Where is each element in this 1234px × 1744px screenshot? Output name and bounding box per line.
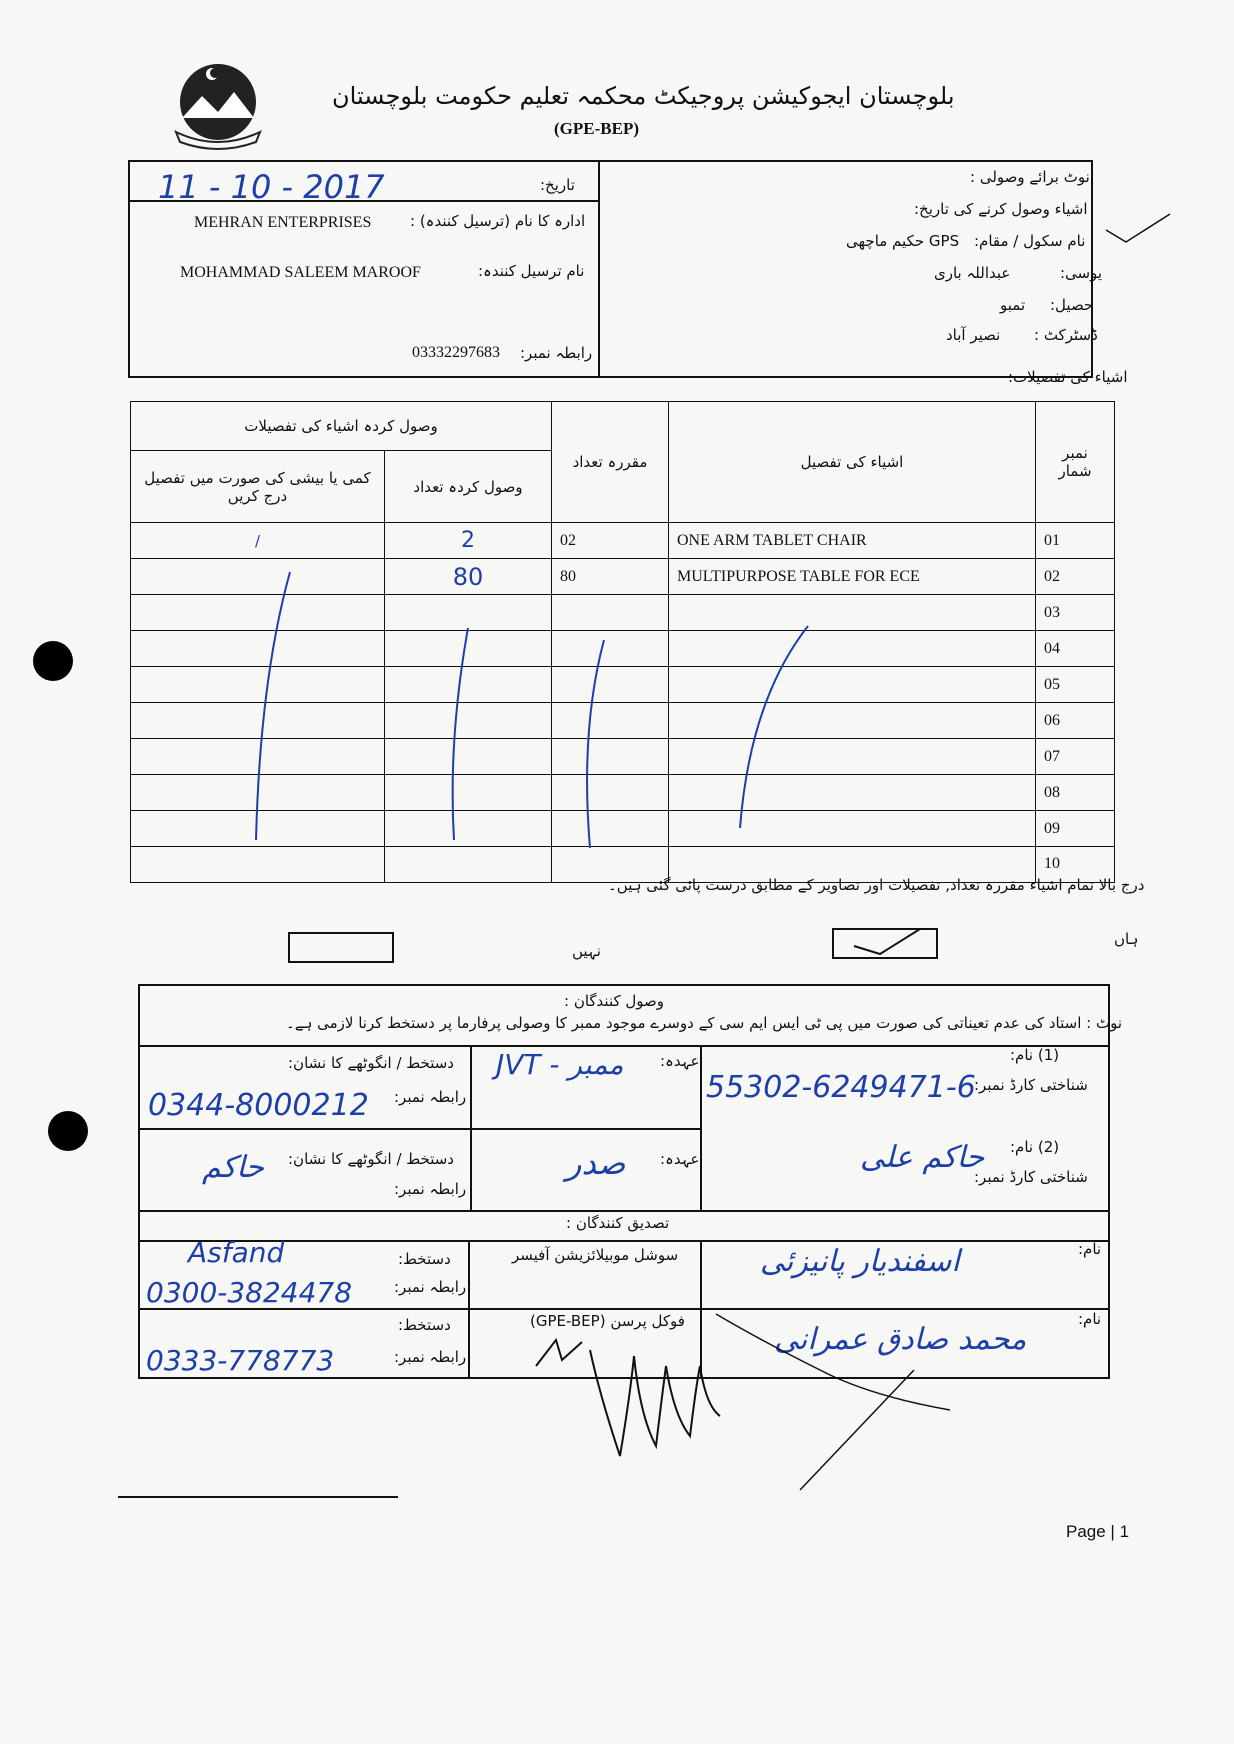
- col-header-received-qty: وصول کردہ تعداد: [385, 451, 552, 523]
- v2-name-value: محمد صادق عمرانی: [774, 1322, 1027, 1357]
- row-serial: 10: [1036, 846, 1115, 882]
- receivers-heading: وصول کنندگان :: [564, 992, 665, 1010]
- checkmark-icon: [834, 930, 936, 957]
- row-serial: 09: [1036, 811, 1115, 847]
- v1-sign-value: Asfand: [188, 1236, 285, 1269]
- sender-value: MOHAMMAD SALEEM MAROOF: [180, 264, 421, 281]
- district-value: نصیر آباد: [946, 326, 1001, 344]
- contact-label: رابطہ نمبر:: [520, 344, 593, 362]
- date-label: تاریخ:: [540, 176, 575, 194]
- document-title: بلوچستان ایجوکیشن پروجیکٹ محکمہ تعلیم حکومت بلوچستان: [332, 82, 955, 110]
- row-item: ONE ARM TABLET CHAIR: [669, 523, 1036, 559]
- checkmark-icon: [1104, 210, 1174, 254]
- school-label: نام سکول / مقام:: [974, 232, 1086, 250]
- r1-cnic-label: شناختی کارڈ نمبر:: [974, 1076, 1088, 1094]
- r1-contact-label: رابطہ نمبر:: [394, 1088, 467, 1106]
- org-value: MEHRAN ENTERPRISES: [194, 214, 372, 231]
- contact-value: 03332297683: [412, 344, 500, 361]
- row-serial: 06: [1036, 703, 1115, 739]
- r1-name-label: (1) نام:: [1010, 1046, 1060, 1064]
- no-label: نہیں: [572, 942, 601, 960]
- row-qty: 02: [552, 523, 669, 559]
- signature: [700, 1300, 960, 1504]
- v2-sign-label: دستخط:: [398, 1316, 451, 1334]
- punch-hole: [48, 1111, 88, 1151]
- r2-name-value: حاکم علی: [860, 1140, 985, 1175]
- row-serial: 04: [1036, 631, 1115, 667]
- r2-name-label: (2) نام:: [1010, 1138, 1060, 1156]
- r1-sign-label: دستخط / انگوٹھے کا نشان:: [288, 1054, 454, 1072]
- v1-name-label: نام:: [1078, 1240, 1102, 1258]
- col-header-serial: نمبر شمار: [1036, 402, 1115, 523]
- col-header-received-group: وصول کردہ اشیاء کی تفصیلات: [131, 402, 552, 451]
- row-serial: 03: [1036, 595, 1115, 631]
- row-serial: 02: [1036, 559, 1115, 595]
- r2-cnic-label: شناختی کارڈ نمبر:: [974, 1168, 1088, 1186]
- page-number: Page | 1: [1066, 1522, 1130, 1541]
- r2-post-label: عہدہ:: [660, 1150, 700, 1168]
- row-received: 80: [385, 559, 552, 595]
- uc-label: یوسی:: [1060, 264, 1103, 282]
- v1-title: سوشل موبیلائزیشن آفیسر: [512, 1246, 679, 1264]
- r2-sign-value: حاکم: [202, 1150, 264, 1185]
- row-qty: 80: [552, 559, 669, 595]
- district-label: ڈسٹرکٹ :: [1034, 326, 1098, 344]
- receivers-note: نوٹ : استاد کی عدم تعیناتی کی صورت میں پی ٹی ایس ایم سی کے دوسرے موجود ممبر کا وصولی پرفارما پر دستخط کرنا لازمی ہے۔: [286, 1014, 1123, 1032]
- sender-label: نام ترسیل کنندہ:: [478, 262, 585, 280]
- document-code: (GPE-BEP): [554, 119, 639, 138]
- v2-title: فوکل پرسن (GPE-BEP): [530, 1312, 685, 1330]
- r2-sign-label: دستخط / انگوٹھے کا نشان:: [288, 1150, 454, 1168]
- r2-contact-label: رابطہ نمبر:: [394, 1180, 467, 1198]
- v1-contact-label: رابطہ نمبر:: [394, 1278, 467, 1296]
- divider: [138, 1128, 700, 1130]
- v1-contact-value: 0300-3824478: [146, 1276, 353, 1309]
- divider: [468, 1240, 470, 1379]
- info-box-divider: [598, 160, 600, 378]
- row-serial: 07: [1036, 739, 1115, 775]
- row-serial: 08: [1036, 775, 1115, 811]
- punch-hole: [33, 641, 73, 681]
- v2-contact-label: رابطہ نمبر:: [394, 1348, 467, 1366]
- confirm-statement: درج بالا تمام اشیاء مقررہ تعداد, تفصیلات اور تصاویر کے مطابق درست پائی گئی ہیں۔: [608, 876, 1145, 894]
- row-serial: 05: [1036, 667, 1115, 703]
- yes-checkbox[interactable]: [832, 928, 938, 959]
- divider: [700, 1045, 702, 1210]
- col-header-qty: مقررہ تعداد: [552, 402, 669, 523]
- r1-contact-value: 0344-8000212: [148, 1088, 369, 1123]
- r2-post-value: صدر: [566, 1144, 626, 1182]
- footer-rule: [118, 1496, 398, 1498]
- note-heading: نوٹ برائے وصولی :: [970, 168, 1090, 186]
- divider: [138, 1045, 1110, 1047]
- row-serial: 01: [1036, 523, 1115, 559]
- no-checkbox[interactable]: [288, 932, 394, 963]
- row-item: MULTIPURPOSE TABLE FOR ECE: [669, 559, 1036, 595]
- v2-name-label: نام:: [1078, 1310, 1102, 1328]
- divider: [138, 1210, 1110, 1212]
- receive-date-label: اشیاء وصول کرنے کی تاریخ:: [914, 200, 1088, 218]
- pen-strokes: [220, 560, 820, 864]
- verifiers-heading: تصدیق کنندگان :: [566, 1214, 670, 1232]
- v2-contact-value: 0333-778773: [146, 1344, 335, 1377]
- r1-post-value: JVT - ممبر: [496, 1048, 624, 1081]
- r1-cnic-value: 55302-6249471-6: [706, 1070, 976, 1105]
- col-header-shortage: کمی یا بیشی کی صورت میں تفصیل درج کریں: [131, 451, 385, 523]
- school-value: GPS حکیم ماچھی: [846, 232, 960, 250]
- divider: [470, 1045, 472, 1210]
- uc-value: عبداللہ باری: [934, 264, 1011, 282]
- v1-sign-label: دستخط:: [398, 1250, 451, 1268]
- row-received: 2: [385, 523, 552, 559]
- col-header-item: اشیاء کی تفصیل: [669, 402, 1036, 523]
- r1-post-label: عہدہ:: [660, 1052, 700, 1070]
- v1-name-value: اسفندیار پانیزئی: [760, 1244, 960, 1279]
- table-row: [131, 523, 1115, 559]
- yes-label: ہاں: [1114, 930, 1139, 948]
- tehsil-value: تمبو: [1000, 296, 1026, 314]
- date-value: 11 - 10 - 2017: [158, 168, 385, 206]
- row-shortage: /: [131, 523, 385, 559]
- org-label: ادارہ کا نام (ترسیل کنندہ) :: [410, 212, 586, 230]
- details-heading: اشیاء کی تفصیلات:: [1008, 368, 1128, 386]
- govt-logo: [168, 56, 268, 154]
- tehsil-label: حصیل:: [1050, 296, 1094, 314]
